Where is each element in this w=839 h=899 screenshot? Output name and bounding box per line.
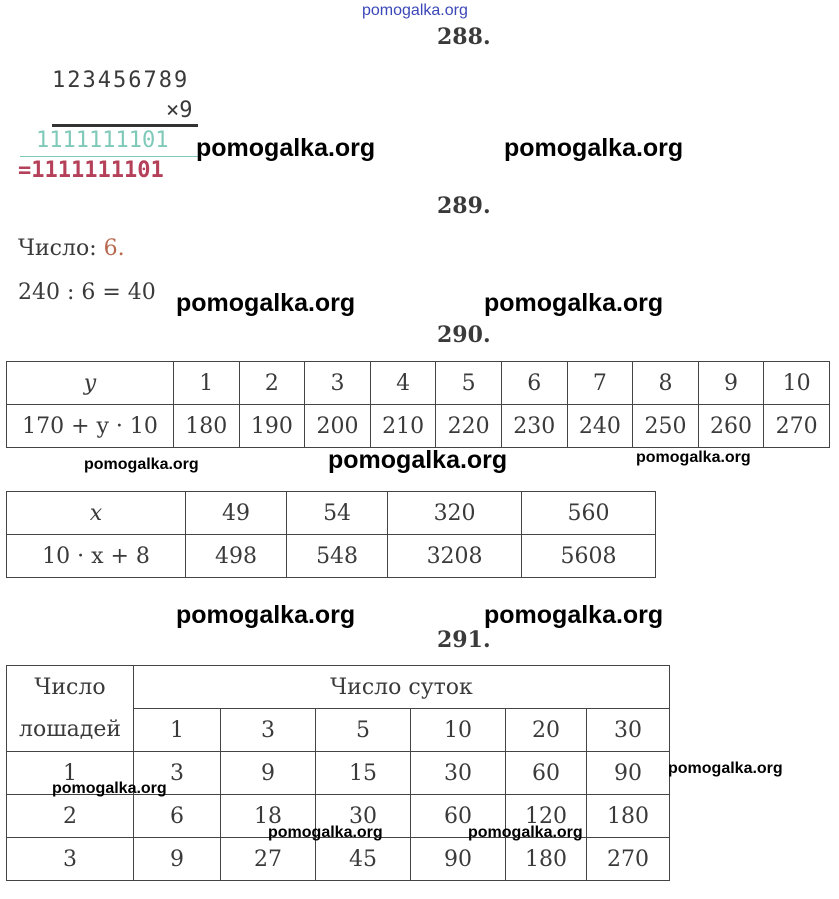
table-horses-days xyxy=(6,665,670,881)
table-cell: 9 xyxy=(698,362,764,405)
table-cell: 45 xyxy=(316,838,411,881)
table-cell: 560 xyxy=(522,492,656,535)
table-cell: 498 xyxy=(186,535,287,578)
watermark: pomogalka.org xyxy=(52,780,167,797)
watermark: pomogalka.org xyxy=(636,449,751,466)
watermark: pomogalka.org xyxy=(468,824,583,841)
table-y-values xyxy=(6,361,830,448)
table-cell: 15 xyxy=(316,752,411,795)
table-cell: 54 xyxy=(287,492,388,535)
division-equation: 240 : 6 = 40 xyxy=(18,280,156,305)
watermark: pomogalka.org xyxy=(328,446,508,474)
table-cell: 210 xyxy=(370,405,436,448)
table-cell: 90 xyxy=(587,752,670,795)
table-cell: 200 xyxy=(305,405,371,448)
table-cell: 5608 xyxy=(522,535,656,578)
table-cell: 180 xyxy=(587,795,670,838)
table-cell: 9 xyxy=(134,838,221,881)
problem-number-288: 288. xyxy=(437,24,491,50)
watermark: pomogalka.org xyxy=(484,289,664,317)
number-answer: 6. xyxy=(103,236,125,261)
watermark: pomogalka.org xyxy=(176,289,356,317)
table-cell: 49 xyxy=(186,492,287,535)
table-cell: 9 xyxy=(221,752,316,795)
watermark: pomogalka.org xyxy=(84,456,199,473)
number-label: Число: xyxy=(18,236,97,261)
table-cell: 2 xyxy=(7,795,134,838)
table-cell: 230 xyxy=(501,405,567,448)
table-cell: 3 xyxy=(221,709,316,752)
table-row xyxy=(7,666,670,709)
table-row xyxy=(7,535,656,578)
horses-label-cell: лошадей xyxy=(7,709,134,752)
table-cell: 320 xyxy=(388,492,522,535)
table-cell: 240 xyxy=(567,405,633,448)
result-line xyxy=(20,156,198,157)
expression-cell: 10 · x + 8 xyxy=(7,535,186,578)
table-cell: 30 xyxy=(411,752,506,795)
table-cell: 27 xyxy=(221,838,316,881)
table-cell: 3 xyxy=(7,838,134,881)
table-cell: 120 xyxy=(506,795,587,838)
table-cell: 1 xyxy=(174,362,240,405)
table-cell: 10 xyxy=(411,709,506,752)
table-cell: 190 xyxy=(239,405,305,448)
table-cell: 1 xyxy=(7,752,134,795)
table-row xyxy=(7,405,830,448)
table-row xyxy=(7,362,830,405)
days-label-cell: Число суток xyxy=(134,666,670,709)
problem-number-291: 291. xyxy=(437,627,491,653)
table-cell: 18 xyxy=(221,795,316,838)
problem-number-289: 289. xyxy=(437,193,491,219)
watermark: pomogalka.org xyxy=(268,824,383,841)
table-cell: 7 xyxy=(567,362,633,405)
horses-label-cell: Число xyxy=(7,666,134,709)
table-cell: 2 xyxy=(239,362,305,405)
table-cell: 30 xyxy=(587,709,670,752)
number-answer-line xyxy=(18,236,125,261)
table-x-values xyxy=(6,491,656,578)
watermark: pomogalka.org xyxy=(484,601,664,629)
table-cell: 548 xyxy=(287,535,388,578)
table-cell: 3 xyxy=(305,362,371,405)
table-cell: 20 xyxy=(506,709,587,752)
table-cell: 270 xyxy=(764,405,830,448)
multiplier: ×9 xyxy=(166,98,193,123)
header-cell: y xyxy=(7,362,174,405)
multiplication-result: =1111111101 xyxy=(18,158,164,183)
watermark: pomogalka.org xyxy=(504,134,684,162)
table-cell: 5 xyxy=(316,709,411,752)
table-cell: 6 xyxy=(134,795,221,838)
top-watermark-link[interactable]: pomogalka.org xyxy=(362,2,468,19)
table-cell: 250 xyxy=(633,405,699,448)
multiplicand: 123456789 xyxy=(52,68,190,93)
expression-cell: 170 + y · 10 xyxy=(7,405,174,448)
watermark: pomogalka.org xyxy=(176,601,356,629)
table-row xyxy=(7,492,656,535)
table-cell: 270 xyxy=(587,838,670,881)
table-cell: 30 xyxy=(316,795,411,838)
table-cell: 3208 xyxy=(388,535,522,578)
table-cell: 60 xyxy=(506,752,587,795)
table-cell: 3 xyxy=(134,752,221,795)
table-cell: 8 xyxy=(633,362,699,405)
table-cell: 10 xyxy=(764,362,830,405)
multiplication-line xyxy=(52,124,198,127)
table-cell: 6 xyxy=(501,362,567,405)
table-cell: 4 xyxy=(370,362,436,405)
table-row xyxy=(7,709,670,752)
table-cell: 5 xyxy=(436,362,502,405)
problem-number-290: 290. xyxy=(437,322,491,348)
table-cell: 1 xyxy=(134,709,221,752)
header-cell: x xyxy=(7,492,186,535)
watermark: pomogalka.org xyxy=(668,760,783,777)
partial-product: 1111111101 xyxy=(36,128,169,153)
table-cell: 180 xyxy=(506,838,587,881)
table-cell: 220 xyxy=(436,405,502,448)
table-cell: 60 xyxy=(411,795,506,838)
table-cell: 180 xyxy=(174,405,240,448)
table-cell: 260 xyxy=(698,405,764,448)
table-row xyxy=(7,838,670,881)
watermark: pomogalka.org xyxy=(196,134,376,162)
table-cell: 90 xyxy=(411,838,506,881)
